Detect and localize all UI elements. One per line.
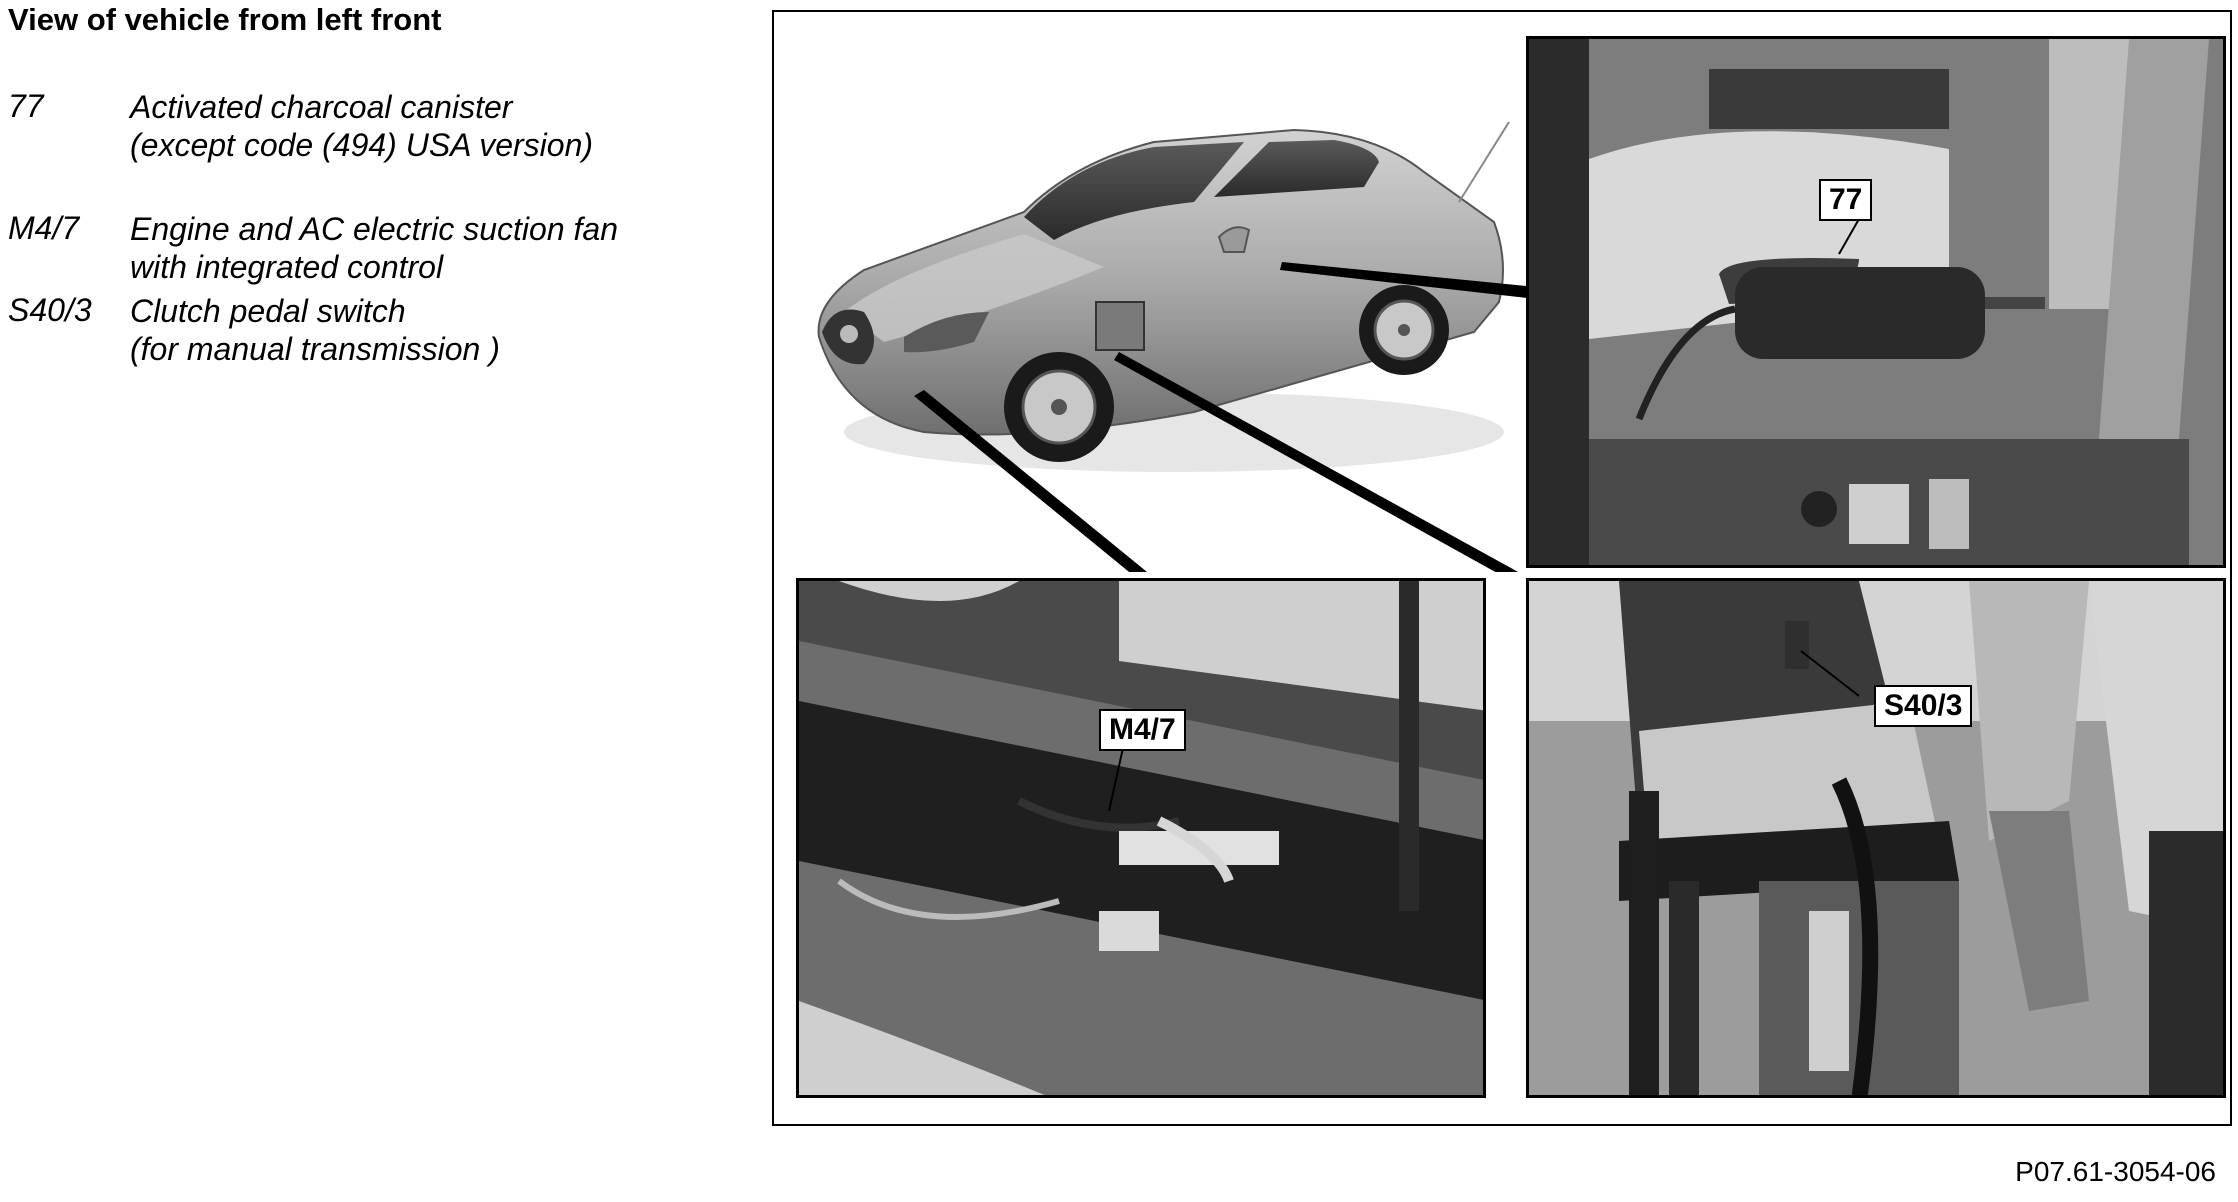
callout-77: 77 xyxy=(1819,179,1872,221)
callout-m4-7: M4/7 xyxy=(1099,709,1186,751)
legend-description xyxy=(130,88,593,164)
legend-line: Activated charcoal canister xyxy=(130,89,513,125)
vehicle-illustration xyxy=(774,12,1534,572)
legend-code: S40/3 xyxy=(8,292,92,328)
legend-line: (for manual transmission ) xyxy=(130,331,500,367)
legend-line: with integrated control xyxy=(130,249,444,285)
photo-suction-fan xyxy=(796,578,1486,1098)
photo-clutch-pedal-switch xyxy=(1526,578,2226,1098)
figure-frame xyxy=(772,10,2232,1126)
legend-description xyxy=(130,210,618,286)
legend-description xyxy=(130,292,500,368)
legend-line: Clutch pedal switch xyxy=(130,293,406,329)
legend-line: Engine and AC electric suction fan xyxy=(130,211,618,247)
callout-s40-3: S40/3 xyxy=(1874,685,1972,727)
legend-code: 77 xyxy=(8,88,44,124)
legend-code: M4/7 xyxy=(8,210,80,246)
legend-line: (except code (494) USA version) xyxy=(130,127,594,163)
photo-charcoal-canister xyxy=(1526,36,2226,568)
page-title: View of vehicle from left front xyxy=(8,2,442,37)
figure-reference: P07.61-3054-06 xyxy=(2015,1156,2216,1187)
